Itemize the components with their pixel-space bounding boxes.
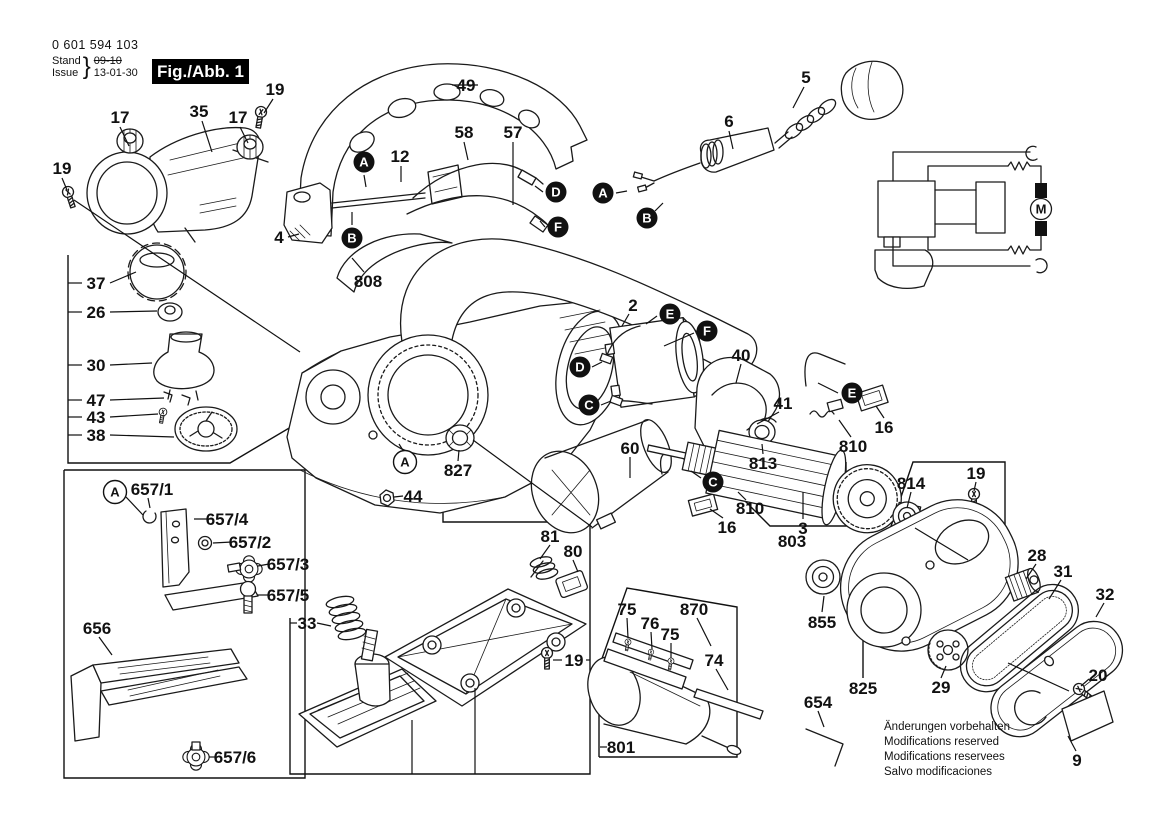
assembly-marker-A xyxy=(104,481,127,504)
part-label-26: 26 xyxy=(86,302,106,322)
part-label-6: 6 xyxy=(724,111,734,131)
svg-text:B: B xyxy=(347,230,357,246)
knob-657-6-drawing xyxy=(183,742,209,770)
leader-line xyxy=(573,560,578,572)
screw-19-drawing xyxy=(61,185,78,209)
fence-656-drawing xyxy=(71,649,247,741)
leader-line xyxy=(839,420,851,437)
wiring-marker-F xyxy=(548,217,569,238)
leader-line xyxy=(148,498,150,508)
svg-text:A: A xyxy=(110,484,120,500)
part-label-827: 827 xyxy=(443,460,473,480)
leader-line xyxy=(876,406,884,418)
svg-text:E: E xyxy=(665,306,675,322)
leader-line xyxy=(364,175,366,187)
wiring-marker-C xyxy=(703,472,724,493)
part-label-19: 19 xyxy=(52,158,72,178)
leader-line xyxy=(818,383,838,393)
clip-657-1-drawing xyxy=(143,511,156,523)
leader-line xyxy=(110,363,152,365)
part-label-657-5: 657/5 xyxy=(266,585,310,605)
leader-line xyxy=(535,186,543,192)
part-label-28: 28 xyxy=(1027,545,1047,565)
issue-date: 13-01-30 xyxy=(93,67,138,79)
part-label-19: 19 xyxy=(265,79,285,99)
part-label-19: 19 xyxy=(966,463,986,483)
wiring-marker-B xyxy=(342,228,363,249)
wiring-schematic xyxy=(875,146,1052,288)
figure-label: Fig./Abb. 1 xyxy=(152,59,249,84)
leader-line xyxy=(1096,603,1104,617)
part-label-3: 3 xyxy=(798,518,808,538)
part-label-2: 2 xyxy=(628,295,638,315)
screw-19-drawing xyxy=(542,648,553,670)
stand-issue-dates xyxy=(94,55,138,79)
leader-line xyxy=(627,618,628,638)
part-label-870: 870 xyxy=(679,599,709,619)
part-label-16: 16 xyxy=(874,417,894,437)
leader-line xyxy=(99,637,112,655)
leader-line xyxy=(716,669,728,690)
leader-line xyxy=(464,142,468,160)
disc-26-drawing xyxy=(158,303,182,321)
assembly-marker-A xyxy=(394,451,417,474)
part-number: 0 601 594 103 xyxy=(52,38,139,52)
brace-glyph: } xyxy=(82,53,91,80)
part-label-20: 20 xyxy=(1088,665,1108,685)
bearing-855-drawing xyxy=(806,560,840,594)
title-block xyxy=(52,38,138,80)
part-label-656: 656 xyxy=(82,618,112,638)
part-label-75: 75 xyxy=(617,599,637,619)
toothed-wheel-38-drawing xyxy=(175,407,237,451)
part-label-810: 810 xyxy=(735,498,765,518)
exploded-view-art xyxy=(61,61,1134,770)
knob-17-right-drawing xyxy=(237,135,263,159)
leader-line xyxy=(822,596,824,612)
part-label-855: 855 xyxy=(807,612,837,632)
leader-line xyxy=(793,87,804,108)
part-label-803: 803 xyxy=(777,531,807,551)
footer-note: Modifications reserved xyxy=(884,736,1000,748)
part-label-29: 29 xyxy=(931,677,951,697)
svg-text:A: A xyxy=(359,154,369,170)
bearing-827-drawing xyxy=(446,425,474,451)
wiring-marker-C xyxy=(579,395,600,416)
leader-line xyxy=(616,191,627,193)
part-label-32: 32 xyxy=(1095,584,1115,604)
part-label-657-4: 657/4 xyxy=(205,509,249,529)
part-label-657-3: 657/3 xyxy=(266,554,310,574)
part-label-57: 57 xyxy=(503,122,523,142)
part-label-810: 810 xyxy=(838,436,868,456)
footer-note: Salvo modificaciones xyxy=(884,766,993,778)
svg-text:F: F xyxy=(554,219,562,235)
screw-43-drawing xyxy=(157,408,167,424)
pulley-29-drawing xyxy=(928,630,968,670)
part-label-657-6: 657/6 xyxy=(213,747,257,767)
catch-80-drawing xyxy=(555,570,588,598)
part-label-657-2: 657/2 xyxy=(228,532,272,552)
adjust-knob-37-drawing xyxy=(128,243,186,301)
leader-line xyxy=(110,398,164,400)
footer-notes xyxy=(884,720,1010,780)
part-label-38: 38 xyxy=(86,425,106,445)
motor-label: M xyxy=(1035,201,1047,217)
svg-text:C: C xyxy=(584,397,594,413)
part-label-4: 4 xyxy=(274,227,284,247)
wiring-marker-A xyxy=(593,183,614,204)
cord-guard-6-drawing xyxy=(633,128,774,192)
leader-line xyxy=(655,203,663,211)
part-label-49: 49 xyxy=(456,75,476,95)
part-label-33: 33 xyxy=(297,613,317,633)
part-label-43: 43 xyxy=(86,407,106,427)
leader-line xyxy=(1049,580,1061,599)
svg-text:D: D xyxy=(551,184,561,200)
cable-57-drawing xyxy=(407,196,554,235)
part-label-60: 60 xyxy=(620,438,640,458)
svg-text:D: D xyxy=(575,359,585,375)
part-label-808: 808 xyxy=(353,271,383,291)
part-label-801: 801 xyxy=(606,737,636,757)
part-label-35: 35 xyxy=(189,101,209,121)
part-label-657-1: 657/1 xyxy=(130,479,174,499)
part-label-80: 80 xyxy=(563,541,583,561)
part-label-19: 19 xyxy=(564,650,584,670)
part-label-41: 41 xyxy=(773,393,793,413)
wing-knob-657-3-drawing xyxy=(228,556,263,582)
part-label-825: 825 xyxy=(848,678,878,698)
part-label-40: 40 xyxy=(731,345,751,365)
wiring-marker-F xyxy=(697,321,718,342)
part-label-17: 17 xyxy=(110,107,130,127)
svg-text:A: A xyxy=(400,454,410,470)
knob-17-left-drawing xyxy=(117,129,143,153)
wiring-marker-D xyxy=(570,357,591,378)
part-label-31: 31 xyxy=(1053,561,1073,581)
funnel-30-drawing xyxy=(154,332,214,400)
part-label-12: 12 xyxy=(390,146,410,166)
part-label-5: 5 xyxy=(801,67,811,87)
leader-line xyxy=(110,414,158,417)
part-label-37: 37 xyxy=(86,273,106,293)
svg-text:F: F xyxy=(703,323,711,339)
spring-33-drawing xyxy=(325,594,366,642)
svg-text:A: A xyxy=(598,185,608,201)
leader-line xyxy=(710,509,723,518)
part-label-44: 44 xyxy=(403,486,423,506)
leader-line xyxy=(697,618,711,646)
svg-text:B: B xyxy=(642,210,652,226)
part-label-74: 74 xyxy=(704,650,724,670)
wiring-marker-E xyxy=(660,304,681,325)
wiring-marker-B xyxy=(637,208,658,229)
part-label-76: 76 xyxy=(640,613,660,633)
part-label-814: 814 xyxy=(896,473,926,493)
leader-line xyxy=(818,711,824,727)
leader-line xyxy=(110,311,157,312)
leader-line xyxy=(317,623,331,626)
part-label-30: 30 xyxy=(86,355,106,375)
superseded-date: 09-10 xyxy=(93,55,122,67)
svg-text:E: E xyxy=(847,385,857,401)
part-label-654: 654 xyxy=(803,692,833,712)
stand-issue-labels: Stand Issue xyxy=(52,55,81,79)
part-label-58: 58 xyxy=(454,122,474,142)
washer-657-2-drawing xyxy=(199,537,212,550)
part-label-16: 16 xyxy=(717,517,737,537)
wiring-marker-E xyxy=(842,383,863,404)
allen-key-654-drawing xyxy=(806,729,843,766)
wiring-marker-D xyxy=(546,182,567,203)
part-label-47: 47 xyxy=(86,390,106,410)
leader-line xyxy=(264,99,273,113)
svg-text:C: C xyxy=(708,474,718,490)
stator-2-drawing xyxy=(603,316,708,408)
leader-line xyxy=(126,497,143,515)
part-label-813: 813 xyxy=(748,453,778,473)
leader-line xyxy=(110,435,174,437)
part-label-81: 81 xyxy=(540,526,560,546)
wiring-marker-A xyxy=(354,152,375,173)
footer-note: Änderungen vorbehalten xyxy=(884,721,1010,733)
part-label-9: 9 xyxy=(1072,750,1082,770)
part-label-17: 17 xyxy=(228,107,248,127)
part-label-75: 75 xyxy=(660,624,680,644)
footer-note: Modifications reservees xyxy=(884,751,1005,763)
handle-cover-49-drawing xyxy=(298,64,587,236)
spring-81-drawing xyxy=(529,555,559,581)
screw-19-drawing xyxy=(253,106,268,129)
